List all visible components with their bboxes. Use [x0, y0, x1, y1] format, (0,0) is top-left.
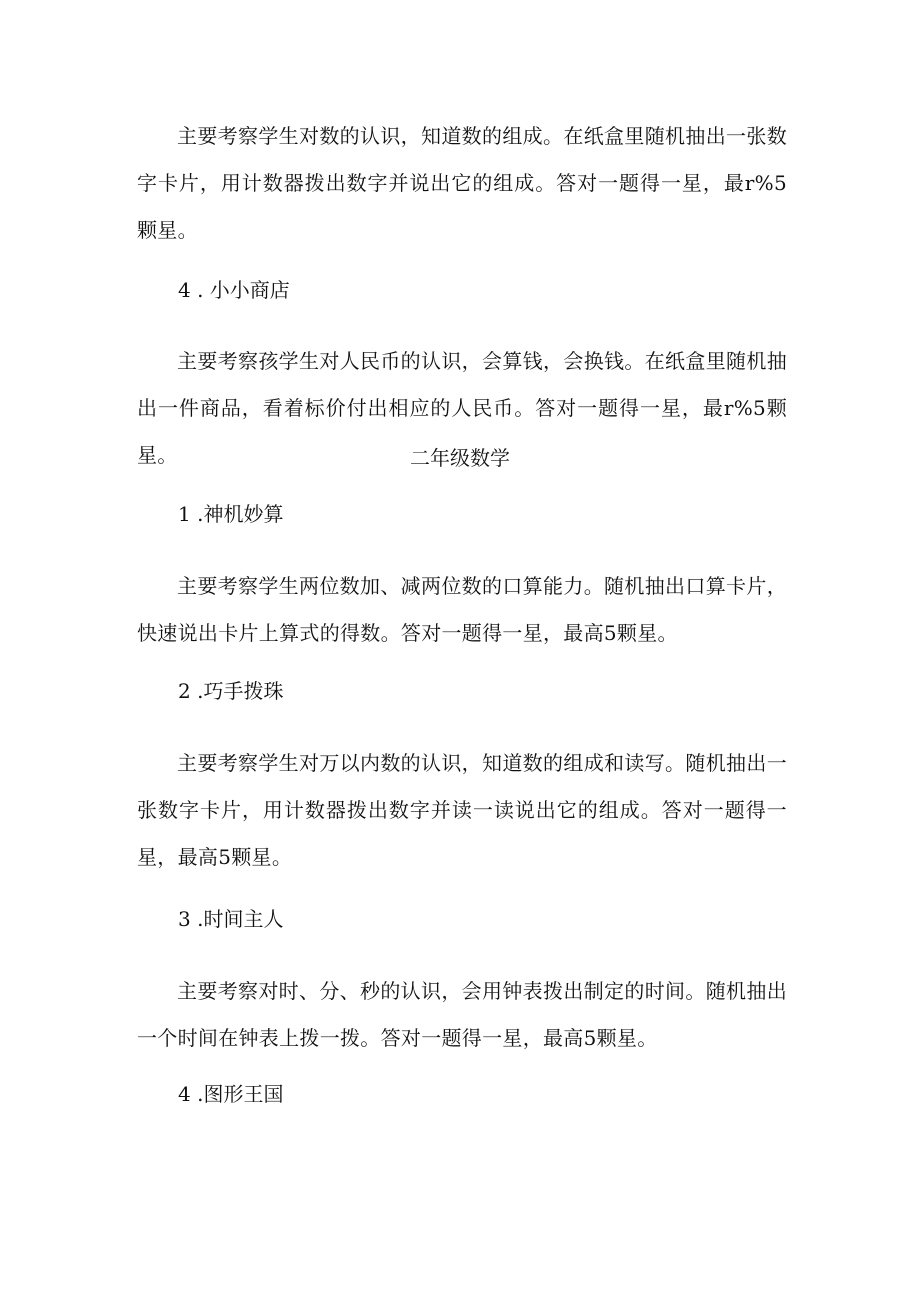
- paragraph-numbers-within-10000: 主要考察学生对万以内数的认识，知道数的组成和读写。随机抽出一张数字卡片，用计数器拨出数字并读一读说出它的组成。答对一题得一星，最高5颗星。: [137, 751, 787, 869]
- paragraph-mental-arithmetic: 主要考察学生两位数加、减两位数的口算能力。随机抽出口算卡片，快速说出卡片上算式的得数。答对一题得一星，最高5颗星。: [137, 574, 787, 645]
- paragraph-time-recognition: 主要考察对时、分、秒的认识，会用钟表拨出制定的时间。随机抽出一个时间在钟表上拨一拨。答对一题得一星，最高5颗星。: [137, 979, 787, 1050]
- section-title-grade2-math: 二年级数学: [410, 446, 510, 470]
- paragraph-rmb: 主要考察孩学生对人民币的认识，会算钱，会换钱。在纸盒里随机抽出一件商品，看着标价付出相应的人民币。答对一题得一星，最r%5颗星。: [137, 349, 787, 467]
- heading-magic-calculation: 1 .神机妙算: [178, 502, 284, 526]
- heading-shape-kingdom: 4 .图形王国: [178, 1082, 284, 1106]
- heading-time-master: 3 .时间主人: [178, 907, 284, 931]
- heading-abacus: 2 .巧手拨珠: [178, 679, 284, 703]
- heading-small-shop: 4 . 小小商店: [178, 278, 290, 302]
- paragraph-number-composition: 主要考察学生对数的认识，知道数的组成。在纸盒里随机抽出一张数字卡片，用计数器拨出数字并说出它的组成。答对一题得一星，最r%5颗星。: [137, 124, 787, 242]
